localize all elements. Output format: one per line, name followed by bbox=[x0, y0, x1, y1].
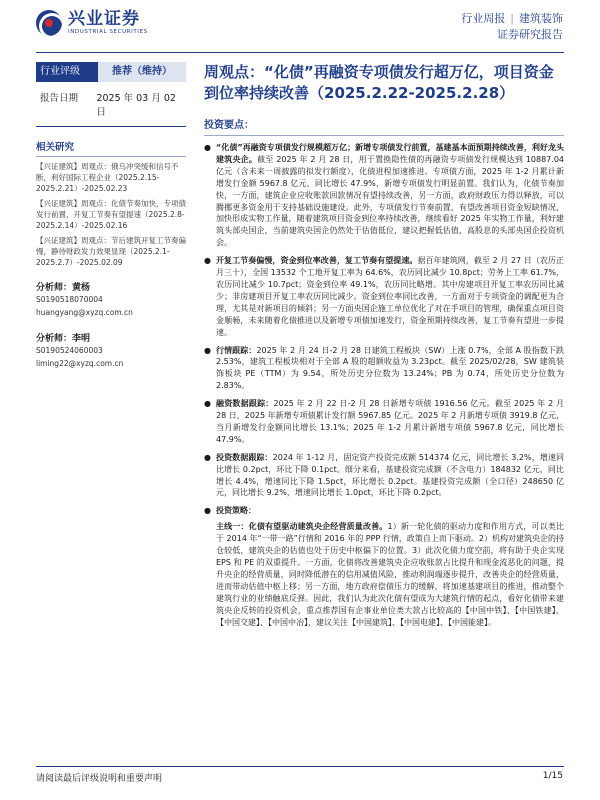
date-label: 报告日期 bbox=[40, 93, 79, 104]
analyst-email[interactable]: huangyang@xyzq.com.cn bbox=[36, 308, 133, 317]
related-item[interactable]: 【兴证建筑】周观点：化债节奏加快，专项债发行前置，开复工节奏有望提速（2025.2.8-2025.2.14）-2025.02.16 bbox=[36, 199, 186, 230]
key-point-lead: 行情跟踪： bbox=[216, 345, 257, 355]
report-title: 周观点：“化债”再融资专项债发行超万亿，项目资金到位率持续改善（2025.2.22-2025.2.28） bbox=[204, 63, 554, 102]
footer-divider bbox=[36, 766, 564, 767]
page-header bbox=[0, 0, 600, 52]
header-divider bbox=[36, 52, 564, 53]
analyst-block bbox=[36, 331, 186, 370]
strategy-head: 主线一：化债有望驱动建筑央企经营质量改善。 bbox=[216, 522, 388, 532]
date-value: 2025 年 03 月 02 日 bbox=[96, 93, 176, 118]
report-category: 行业周报 | 建筑装饰 证券研究报告 bbox=[461, 12, 563, 41]
key-point bbox=[204, 345, 564, 393]
page-number: 1/15 bbox=[542, 771, 563, 781]
key-point bbox=[204, 142, 564, 249]
strategy-text: 1）新一轮化债的驱动力度和作用方式，可以类比于 2014 年“一带一路”行情和 2016 年的 PPP 行情，政策自上而下驱动。2）机构对建筑央企的持仓较低，建筑央企的估值也处于历史中枢偏下的位置。3）此次化债力度空前，将有助于央企实现 EPS 和 PE 的双重提升。一方面，化债将改善建筑央企应收账款占比提升和现金流恶化的问题，提升央企的经营质量，同时降低潜在的信用减值风险，推动利润端逐步提升，改善央企的经营质量，进而带动估值中枢上移；另一方面，地方政府偿债压力的缓解，将加速基建项目的推进，推动整个建筑行业的业绩触底反弹。因此，我们认为此次化债有望成为大建筑行情的起点，看好化债带来建筑央企反转的投资机会，重点推荐国有企事业单位类大款占比较高的【中国中铁】、【中国铁建】、【中国交建】、【中国中冶】，建议关注【中国建筑】、【中国电建】、【中国能建】。 bbox=[216, 522, 564, 627]
strategy-paragraph bbox=[204, 521, 564, 628]
key-point-lead: 投资策略： bbox=[216, 506, 256, 516]
bullet-icon: ● bbox=[204, 345, 211, 355]
logo-name-en: INDUSTRIAL SECURITIES bbox=[68, 29, 148, 35]
related-item[interactable]: 【兴证建筑】周观点：节后建筑开复工节奏偏慢，静待财政发力效果显现（2025.2.1-2025.2.7）-2025.02.09 bbox=[36, 236, 186, 267]
bullet-icon: ● bbox=[204, 143, 211, 152]
report-date bbox=[36, 90, 186, 118]
analyst-name: 分析师：李明 bbox=[36, 334, 91, 344]
key-point-lead: 开复工节奏偏慢，资金到位率改善，复工节奏有望提速。 bbox=[216, 256, 418, 266]
key-point bbox=[204, 255, 564, 338]
section-divider bbox=[204, 135, 564, 136]
rating-label: 行业评级 bbox=[36, 62, 98, 82]
bullet-icon: ● bbox=[204, 399, 211, 409]
key-point-lead: 投资数据跟踪： bbox=[216, 452, 273, 462]
bullet-icon: ● bbox=[204, 506, 211, 516]
key-point-text: 截至 2025 年 2 月 28 日，用于置换隐性债的再融资专项债发行规模达到 10887.04 亿元（含未来一周披露的拟发行额度），化债进程加速推进。专项债方面，2025 年 1-2 月累计新增发行金额 5967.8 亿元，同比增长 47.9%，新增专项债发行明显前置。我们认为，化债节奏加快，一方面，建筑企业应收账款回款情况有望持续改善，另一方面，政府财政压力得以释放，可以腾挪更多资金用于支持基础设施建设。此外，专项债发行节奏前置，有望改善项目资金短缺情况，加快形成实物工作量，随着建筑项目资金到位率持续改善，继续看好 2025 年实物工作量，利好建筑头部央国企，当前建筑央国企仍然处于估值低位，建议把握低估值、高股息的头部央国企投资机会。 bbox=[216, 154, 564, 248]
company-logo bbox=[36, 10, 148, 36]
key-point-text: 2024 年 1-12 月，固定资产投资完成额 514374 亿元，同比增长 3.2%，增速同比增长 0.2pct，环比下降 0.1pct。细分来看，基建投资完成额（不含电力）184832 亿元，同比增长 4.4%，增速同比下降 1.5pct，环比增长 0.2pct。基建投资完成额（全口径）248650 亿元，同比增长 9.2%，增速同比增长 1.0pct，环比下降 0.2pct。 bbox=[216, 452, 564, 498]
key-point bbox=[204, 398, 564, 446]
analyst-cert: S0190518070004 bbox=[36, 295, 103, 304]
analyst-block bbox=[36, 280, 186, 319]
related-item[interactable]: 【兴证建筑】周观点：俄乌冲突缓和信号不断，利好国际工程企业（2025.2.15-2025.2.21）-2025.02.23 bbox=[36, 162, 179, 193]
rating-value: 推荐（维持） bbox=[98, 62, 186, 82]
analyst-name: 分析师：黄杨 bbox=[36, 283, 91, 293]
rating-bar bbox=[36, 62, 186, 82]
related-research-title: 相关研究 bbox=[36, 142, 75, 153]
key-point bbox=[204, 452, 564, 500]
tag-industry: 建筑装饰 bbox=[519, 12, 563, 25]
key-point-text: 2025 年 2 月 24 日-2 月 28 日建筑工程板块（SW）上涨 0.7%，全部 A 股指数下跌 2.53%，建筑工程板块相对于全部 A 股的超额收益为 3.23pct。截至 2025/02/28，SW 建筑装饰板块 PE（TTM）为 9.54，所处历史分位数为 13.24%；PB 为 0.74，所处历史分位数为 2.83%。 bbox=[216, 345, 564, 391]
key-point-lead: “化债”再融资专项债发行规模超万亿；新增专项债发行前置，基建基本面预期持续改善，利好龙头建筑央企。 bbox=[216, 143, 564, 164]
analyst-email[interactable]: liming22@xyzq.com.cn bbox=[36, 359, 124, 368]
key-point bbox=[204, 505, 564, 517]
section-heading: 投资要点： bbox=[204, 120, 254, 131]
analyst-cert: S0190524060003 bbox=[36, 346, 103, 355]
key-point-lead: 融资数据跟踪： bbox=[216, 399, 274, 409]
key-point-text: 据百年建筑网，截至 2 月 27 日（农历正月三十），全国 13532 个工地开复工率为 64.6%，农历同比减少 10.8pct；劳务上工率 61.7%，农历同比减少 10.7pct；资金到位率 49.1%，农历同比略增。其中房建项目开复工率农历同比减少；非房建项目开复工率农历同比减少。资金到位率同比改善，一方面对于专项资金的调配更为合理，尤其是对新项目的倾斜；另一方面央国企施工单位优化了对在手项目的管理，确保重点项目资金顺畅，未来随着化债推进以及新增专项债加速发行，资金预期持续改善，复工节奏有望进一步提速。 bbox=[216, 256, 564, 337]
logo-name: 兴业证券 bbox=[68, 9, 140, 29]
tag-weekly: 行业周报 bbox=[461, 12, 506, 25]
key-point-text: 2025 年 2 月 22 日-2 月 28 日新增专项债 1916.56 亿元。截至 2025 年 2 月 28 日，2025 年新增专项债累计发行额 5967.85 亿元。2025 年 2 月新增专项债 3919.8 亿元，当月新增发行金额同比增长 13.1%；2025 年 1-2 月累计新增专项债 5967.8 亿元，同比增长 47.9%。 bbox=[216, 399, 564, 444]
footer-disclaimer[interactable]: 请阅读最后评级说明和重要声明 bbox=[36, 774, 163, 784]
bullet-icon: ● bbox=[204, 452, 211, 462]
sidebar bbox=[36, 62, 186, 370]
related-divider bbox=[36, 156, 186, 157]
bullet-icon: ● bbox=[204, 256, 211, 266]
report-type: 证券研究报告 bbox=[497, 28, 563, 41]
logo-icon bbox=[36, 10, 62, 36]
key-points bbox=[204, 142, 564, 628]
sidebar-divider bbox=[36, 126, 186, 127]
main-content bbox=[204, 62, 564, 628]
